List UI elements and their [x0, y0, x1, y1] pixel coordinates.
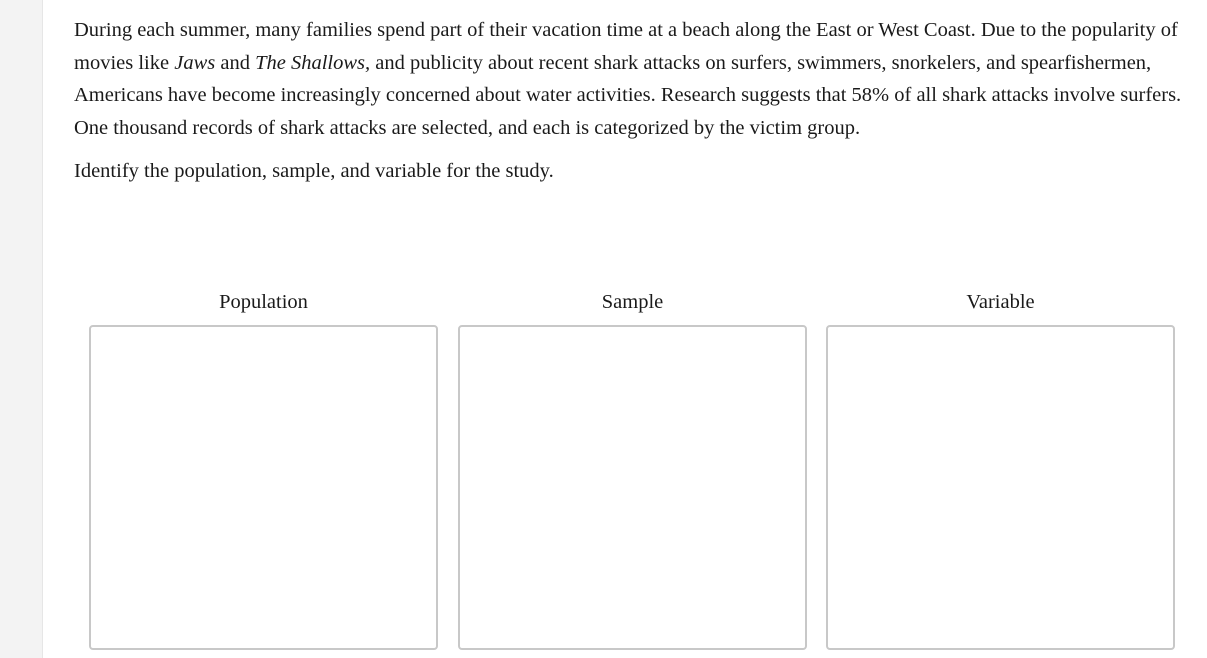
left-gutter — [0, 0, 43, 658]
population-drop-box[interactable] — [89, 325, 438, 650]
sample-zone — [458, 288, 807, 316]
question-content — [74, 14, 1194, 188]
population-label: Population — [219, 291, 308, 313]
variable-drop-box[interactable] — [826, 325, 1175, 650]
variable-label: Variable — [966, 291, 1035, 313]
population-zone — [89, 288, 438, 316]
problem-statement — [74, 14, 1194, 144]
drop-zone-area — [89, 288, 1176, 652]
prompt-text-part-2: and — [215, 51, 256, 74]
question-instruction: Identify the population, sample, and variable for the study. — [74, 160, 554, 182]
sample-label: Sample — [601, 291, 664, 313]
movie-title-jaws: Jaws — [174, 51, 216, 74]
movie-title-the-shallows: The Shallows, — [255, 51, 371, 74]
prompt-text-part-3: and publicity about recent shark attacks on surfers, swimmers, snorkelers, and spearfishermen, Americans have become increasingly concerned about water activities. Research suggests that 58% of all shark attacks involve surfers. One thousand records of shark attacks are selected, and each is categorized by the victim group. — [74, 51, 1182, 139]
sample-drop-box[interactable] — [458, 325, 807, 650]
prompt-text-part-1: During each summer, many families spend part of their vacation time at a beach along the East or West Coast. Due to the popularity of movies like — [74, 19, 1178, 74]
variable-zone — [826, 288, 1175, 316]
